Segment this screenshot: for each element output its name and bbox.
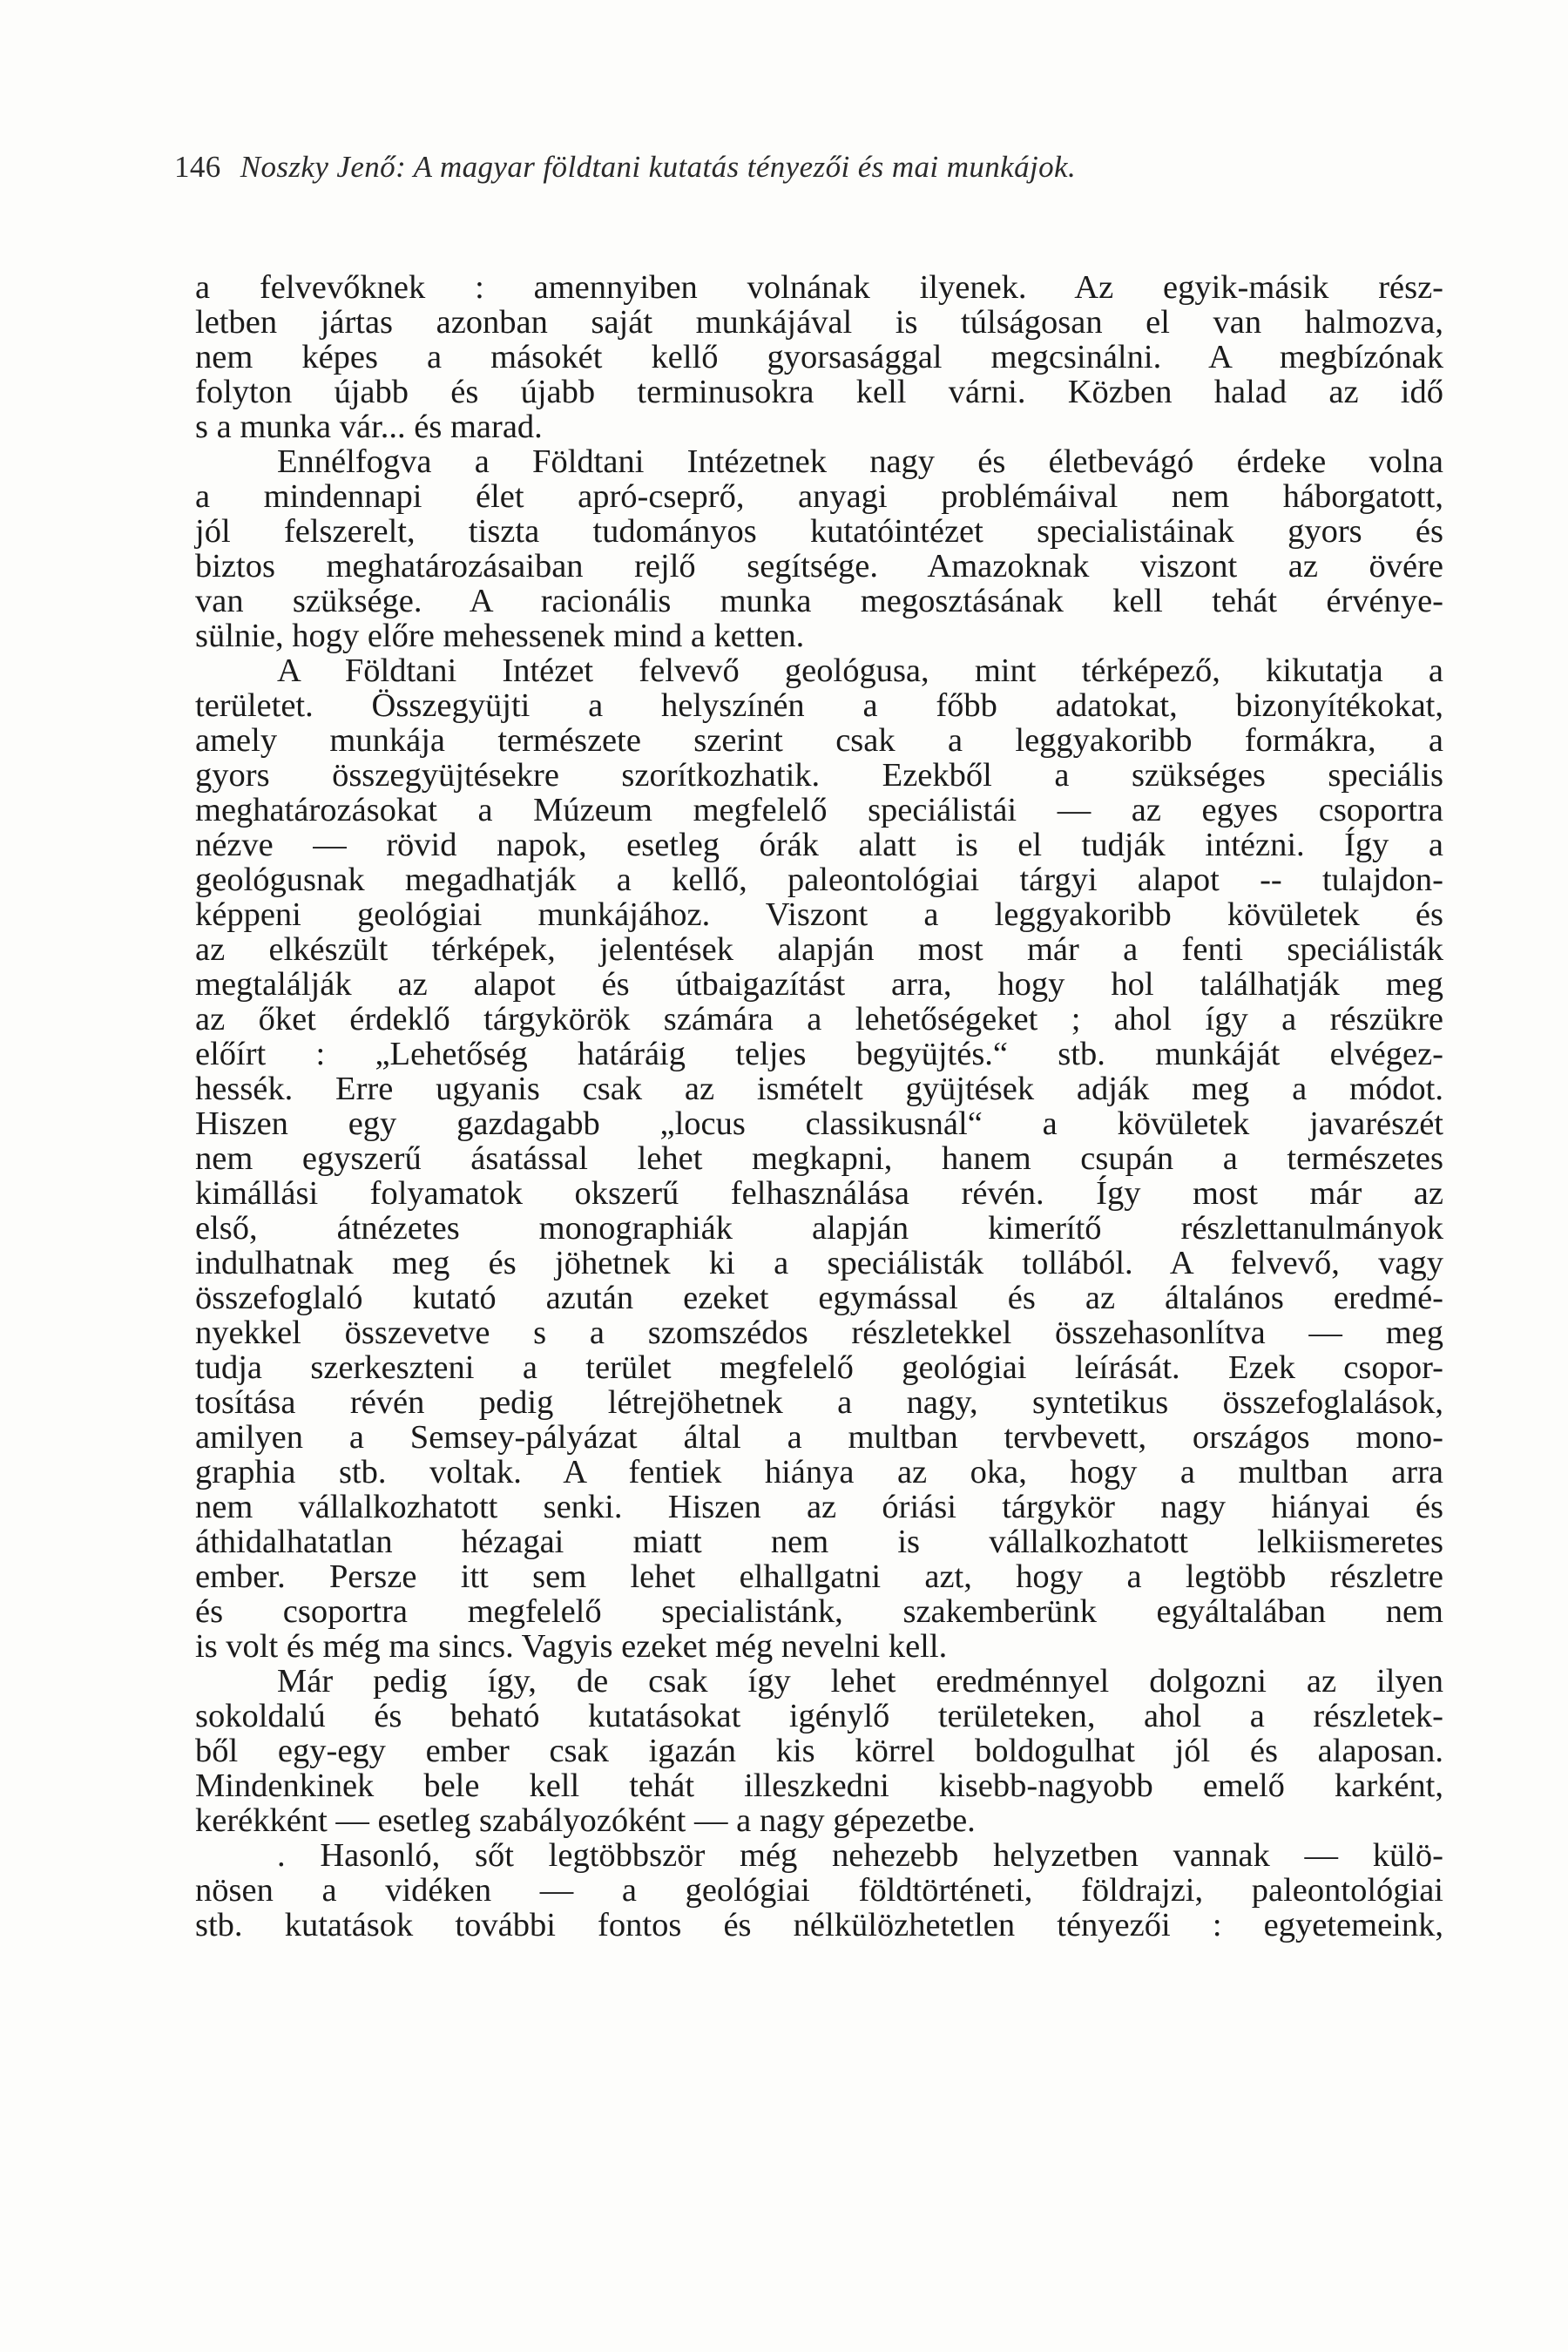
text-line: stb. kutatások további fontos és nélkülözhetetlen tényezői : egyetemeink, (195, 1907, 1443, 1943)
text-line: folyton újabb és újabb terminusokra kell várni. Közben halad az idő (195, 374, 1443, 410)
text-line: A Földtani Intézet felvevő geológusa, mint térképező, kikutatja a (277, 652, 1443, 689)
body-text (195, 270, 1443, 1943)
text-line: területet. Összegyüjti a helyszínén a főbb adatokat, bizonyítékokat, (195, 687, 1443, 724)
text-line: és csoportra megfelelő specialistánk, szakemberünk egyáltalában nem (195, 1593, 1443, 1630)
text-line: kimállási folyamatok okszerű felhasználása révén. Így most már az (195, 1175, 1443, 1212)
text-line: megtalálják az alapot és útbaigazítást arra, hogy hol találhatják meg (195, 966, 1443, 1003)
text-line: nem egyszerű ásatással lehet megkapni, hanem csupán a természetes (195, 1140, 1443, 1177)
text-line: amilyen a Semsey-pályázat által a multban tervbevett, országos mono- (195, 1419, 1443, 1456)
text-line: Mindenkinek bele kell tehát illeszkedni kisebb-nagyobb emelő karként, (195, 1767, 1443, 1804)
text-line: Ennélfogva a Földtani Intézetnek nagy és életbevágó érdeke volna (277, 443, 1443, 480)
text-line: sülnie, hogy előre mehessenek mind a ketten. (195, 618, 805, 654)
text-line: a mindennapi élet apró-cseprő, anyagi problémáival nem háborgatott, (195, 478, 1443, 515)
running-title: Noszky Jenő: A magyar földtani kutatás tényezői és mai munkájok. (240, 150, 1077, 184)
text-line: nem képes a másokét kellő gyorsasággal megcsinálni. A megbízónak (195, 339, 1443, 375)
text-line: az őket érdeklő tárgykörök számára a lehetőségeket ; ahol így a részükre (195, 1001, 1443, 1037)
text-line: első, átnézetes monographiák alapján kimerítő részlettanulmányok (195, 1210, 1443, 1247)
text-line: gyors összegyüjtésekre szorítkozhatik. Ezekből a szükséges speciális (195, 757, 1443, 794)
text-line: van szüksége. A racionális munka megosztásának kell tehát érvénye- (195, 583, 1443, 619)
text-line: nösen a vidéken — a geológiai földtörténeti, földrajzi, paleontológiai (195, 1872, 1443, 1909)
text-line: előírt : „Lehetőség határáig teljes begyüjtés.“ stb. munkáját elvégez- (195, 1036, 1443, 1072)
running-head (174, 150, 1446, 185)
text-line: kerékként — esetleg szabályozóként — a nagy gépezetbe. (195, 1802, 976, 1839)
text-line: graphia stb. voltak. A fentiek hiánya az oka, hogy a multban arra (195, 1454, 1443, 1490)
text-line: letben jártas azonban saját munkájával is túlságosan el van halmozva, (195, 304, 1443, 341)
text-line: geológusnak megadhatják a kellő, paleontológiai tárgyi alapot -- tulajdon- (195, 862, 1443, 898)
text-line: jól felszerelt, tiszta tudományos kutatóintézet specialistáinak gyors és (195, 513, 1443, 550)
text-line: összefoglaló kutató azután ezeket egymással és az általános eredmé- (195, 1280, 1443, 1316)
text-line: hessék. Erre ugyanis csak az ismételt gyüjtések adják meg a módot. (195, 1071, 1443, 1107)
page-number: 146 (174, 150, 221, 184)
text-line: ember. Persze itt sem lehet elhallgatni azt, hogy a legtöbb részletre (195, 1558, 1443, 1595)
text-line: áthidalhatatlan hézagai miatt nem is vállalkozhatott lelkiismeretes (195, 1524, 1443, 1560)
text-line: tosítása révén pedig létrejöhetnek a nagy, syntetikus összefoglalások, (195, 1384, 1443, 1421)
text-line: nem vállalkozhatott senki. Hiszen az óriási tárgykör nagy hiányai és (195, 1489, 1443, 1525)
text-line: nézve — rövid napok, esetleg órák alatt is el tudják intézni. Így a (195, 827, 1443, 863)
text-line: Már pedig így, de csak így lehet eredménnyel dolgozni az ilyen (277, 1663, 1443, 1700)
text-line: indulhatnak meg és jöhetnek ki a speciálisták tollából. A felvevő, vagy (195, 1245, 1443, 1281)
text-line: nyekkel összevetve s a szomszédos részletekkel összehasonlítva — meg (195, 1315, 1443, 1351)
text-line: ből egy-egy ember csak igazán kis körrel boldogulhat jól és alaposan. (195, 1733, 1443, 1769)
text-line: a felvevőknek : amennyiben volnának ilyenek. Az egyik-másik rész- (195, 269, 1443, 306)
text-line: az elkészült térképek, jelentések alapján most már a fenti speciálisták (195, 931, 1443, 968)
text-line: meghatározásokat a Múzeum megfelelő speciálistái — az egyes csoportra (195, 792, 1443, 828)
text-line: amely munkája természete szerint csak a leggyakoribb formákra, a (195, 722, 1443, 759)
text-line: is volt és még ma sincs. Vagyis ezeket még nevelni kell. (195, 1628, 948, 1665)
text-line: biztos meghatározásaiban rejlő segítsége. Amazoknak viszont az övére (195, 548, 1443, 585)
text-line: s a munka vár... és marad. (195, 409, 543, 445)
text-line: Hiszen egy gazdagabb „locus classikusnál“ a kövületek javarészét (195, 1105, 1443, 1142)
text-line: sokoldalú és beható kutatásokat igénylő területeken, ahol a részletek- (195, 1698, 1443, 1734)
text-line: . Hasonló, sőt legtöbbször még nehezebb helyzetben vannak — külö- (277, 1837, 1443, 1874)
text-line: tudja szerkeszteni a terület megfelelő geológiai leírását. Ezek csopor- (195, 1349, 1443, 1386)
text-line: képpeni geológiai munkájához. Viszont a leggyakoribb kövületek és (195, 896, 1443, 933)
